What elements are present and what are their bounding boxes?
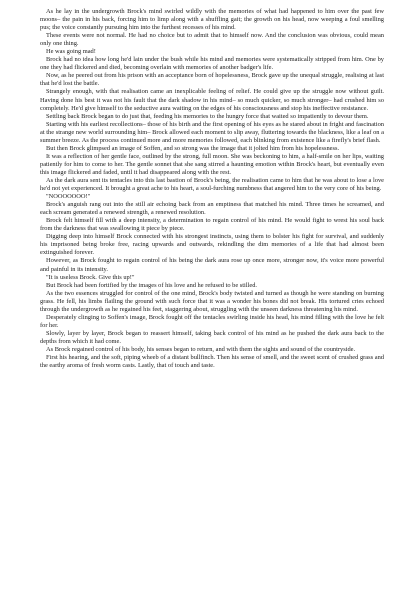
paragraph: But then Brock glimpsed an image of Soffen, and so strong was the image that it jolted him from his hopelessness. — [46, 144, 340, 152]
paragraph: Brock felt himself fill with a deep intensity, a determination to regain control of his mind. He would fight to wrest his soul back from the darkness that was swallowing it piece by piece. — [40, 217, 384, 233]
paragraph: Brock had no idea how long he'd lain under the bush while his mind and memories were systematically stripped from him. One by one they had flickered and died, becoming overlain with memories of another badger's life. — [40, 56, 384, 72]
paragraph: Starting with his earliest recollections– those of his birth and the first opening of his eyes as he stared about in fright and fascination at the strange new world surrounding him– Brock allowed each moment to slip away, fluttering towards the blackness, like a leaf on a summer breeze. As the process continued more and more memories followed, each blinking from existence like a firefly's brief flash. — [40, 120, 384, 144]
paragraph: These events were not normal. He had no choice but to admit that to himself now. And the conclusion was obvious, could mean only one thing. — [40, 32, 384, 48]
paragraph: As he lay in the undergrowth Brock's mind swirled wildly with the memories of what had happened to him over the past few moons– the pain in his back, forcing him to limp along with a shuffling gait; the growth on his head, now weeping a foul smelling pus; the voice constantly pursuing him into the furthest recesses of his mind. — [40, 8, 384, 32]
paragraph: As the two essences struggled for control of the one mind, Brock's body twisted and turned as though he were standing on burning grass. He fell, his limbs flailing the ground with such force that it was a wonder his bones did not break. His tortured cries echoed through the undergrowth as he regained his feet, staggering about, struggling with the unseen darkness threatening his mind. — [40, 289, 384, 313]
paragraph: "It is useless Brock. Give this up!" — [46, 273, 135, 281]
paragraph: But Brock had been fortified by the images of his love and he refused to be stilled. — [46, 281, 258, 289]
paragraph: Desperately clinging to Soffen's image, Brock fought off the tentacles swirling inside his head, his mind filling with the love he felt for her. — [40, 313, 384, 329]
paragraph: It was a reflection of her gentle face, outlined by the strong, full moon. She was beckoning to him, a half-smile on her lips, waiting patiently for him to come to her. The gentle sonnet that she sang stirred a haunting emotion within Brock's heart, but eventually even this image flickered and faded, until it had disappeared along with the rest. — [40, 152, 384, 176]
paragraph: "NOOOOOOO!" — [46, 193, 91, 201]
paragraph: As Brock regained control of his body, his senses began to return, and with them the sights and sound of the countryside. — [46, 345, 356, 353]
paragraph: He was going mad! — [46, 48, 96, 56]
paragraph: Settling back Brock began to do just that, feeding his memories to the hungry force that waited so impatiently to devour them. — [46, 112, 369, 120]
paragraph: Now, as he peered out from his prison with an acceptance born of hopelessness, Brock gave up the unequal struggle, realising at last that he'd lost the battle. — [40, 72, 385, 88]
paragraph: However, as Brock fought to regain control of his being the dark aura rose up once more, stronger now, it's voice more powerful and painful in its intensity. — [40, 257, 384, 273]
story-text — [40, 8, 384, 370]
paragraph: Brock's anguish rang out into the still air echoing back from an emptiness that matched his mind. Three times he screamed, and each scream generated a renewed strength, a renewed resolution. — [40, 201, 384, 217]
paragraph: As the dark aura sent its tentacles into this last bastion of Brock's being, the realisation came to him that he was about to lose a love he'd not yet experienced. It brought a great ache to his heart, a soul-furching numbness that angered him to the very core of his being. — [40, 176, 384, 193]
paragraph: Strangely enough, with that realisation came an inexplicable feeling of relief. He could give up the struggle now without guilt. Having done his best it was not his fault that the dark shadow in his mind– so much quicker, so much stronger– had crushed him so completely. He'd give himself to the seductive aura waiting on the edges of his consciousness and stop his ineffective resistance. — [40, 88, 384, 112]
paragraph: Slowly, layer by layer, Brock began to reassert himself, taking back control of his mind as he pushed the dark aura back to the depths from which it had come. — [40, 329, 384, 345]
paragraph: Digging deep into himself Brock connected with his strongest instincts, using them to bolster his fight for survival, and suddenly his imprisoned being broke free, racing upwards and outwards, rekindling the dim memories of a life that had almost been extinguished forever. — [40, 233, 384, 257]
paragraph: First his hearing, and the soft, piping wheeb of a distant bullfinch. Then his sense of smell, and the sweet scent of crushed grass and the earthy aroma of fresh worm casts. Lastly, that of touch and taste. — [40, 354, 384, 370]
